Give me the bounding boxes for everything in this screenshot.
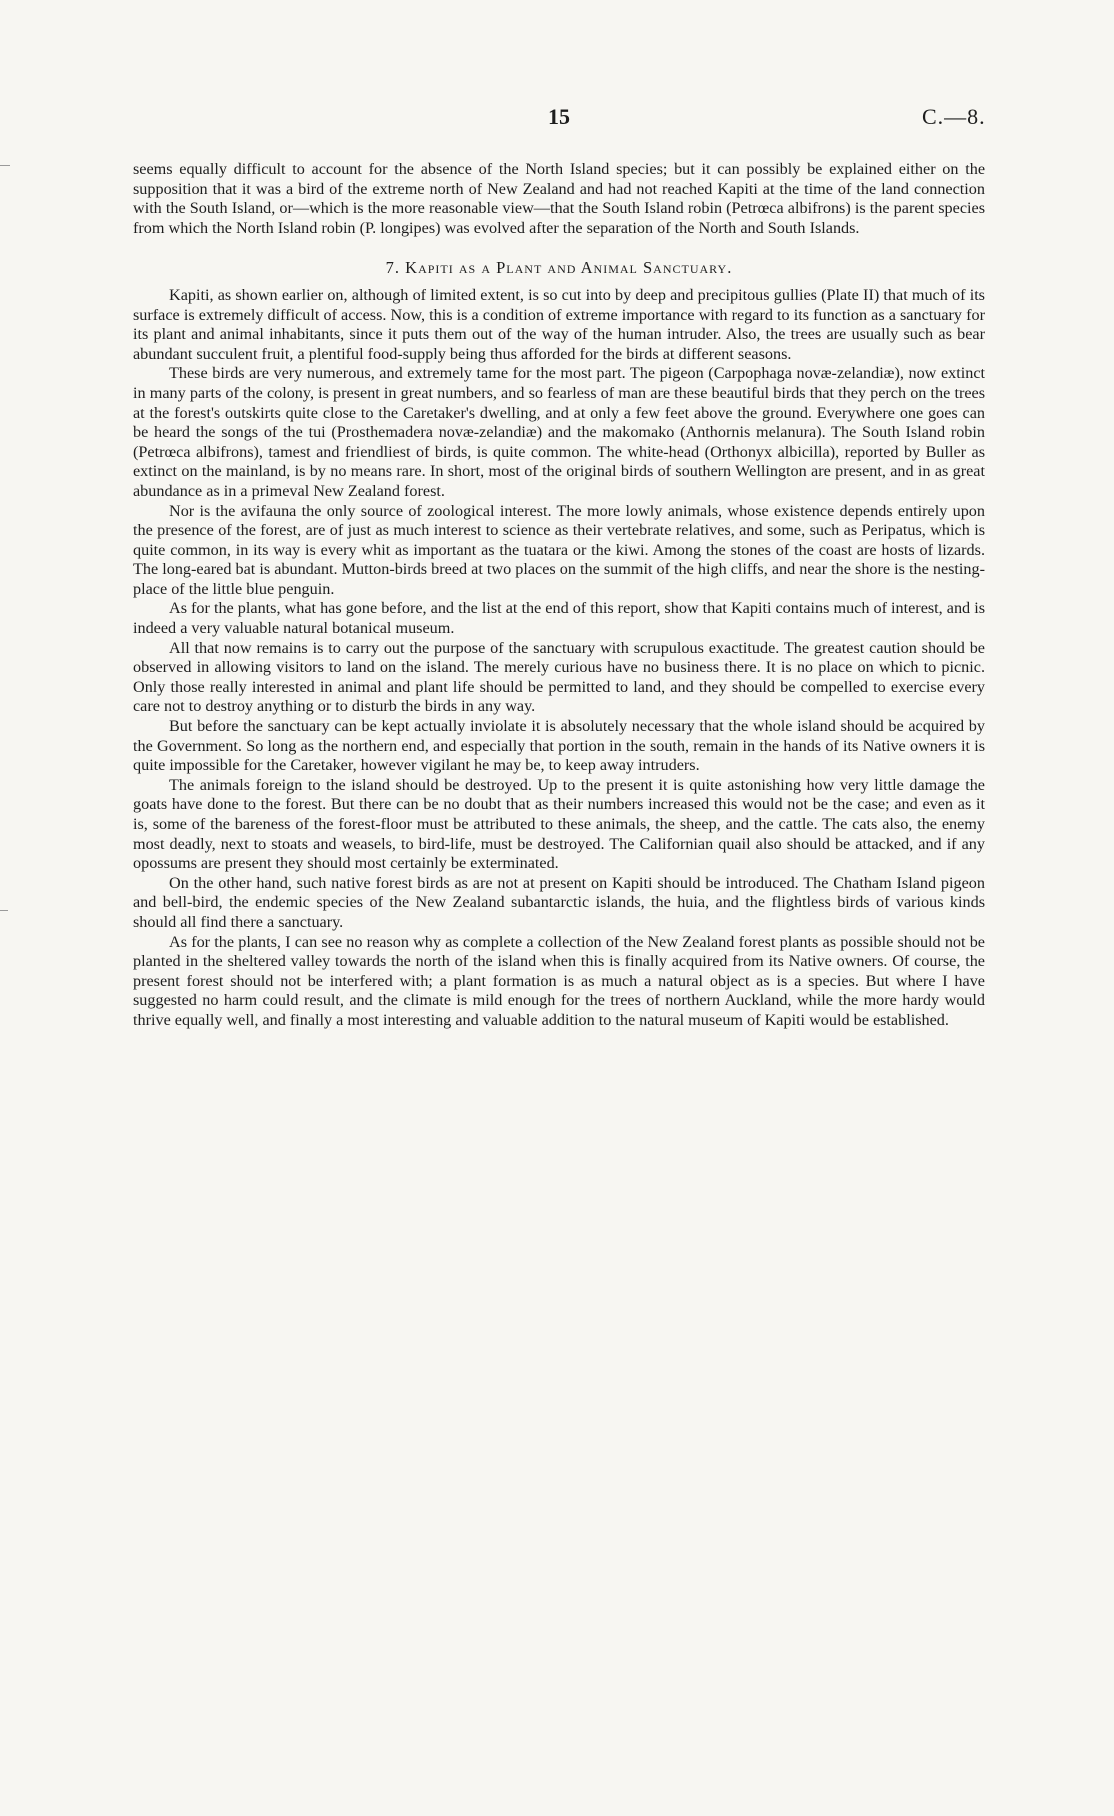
body-paragraph: Nor is the avifauna the only source of zoological interest. The more lowly animals, whose existence depends entirely upon the presence of the forest, are of just as much interest to science as their vertebrate relatives, and some, such as Peripatus, which is quite common, in its way is every whit as important as the tuatara or the kiwi. Among the stones of the coast are hosts of lizards. The long-eared bat is abundant. Mutton-birds breed at two places on the summit of the high cliffs, and near the shore is the nesting-place of the little blue penguin. — [133, 501, 985, 598]
body-paragraph: On the other hand, such native forest birds as are not at present on Kapiti should be introduced. The Chatham Island pigeon and bell-bird, the endemic species of the New Zealand subantarctic islands, the huia, and the flightless birds of various kinds should all find there a sanctuary. — [133, 873, 985, 931]
intro-paragraph: seems equally difficult to account for the absence of the North Island species; but it can possibly be explained either on the supposition that it was a bird of the extreme north of New Zealand and had not reached Kapiti at the time of the land connection with the South Island, or—which is the more reasonable view—that the South Island robin (Petrœca albifrons) is the parent species from which the North Island robin (P. longipes) was evolved after the separation of the North and South Islands. — [133, 160, 985, 237]
body-paragraph: The animals foreign to the island should be destroyed. Up to the present it is quite astonishing how very little damage the goats have done to the forest. But there can be no doubt that as their numbers increased this would not be the case; and even as it is, some of the bareness of the forest-floor must be attributed to these animals, the sheep, and the cattle. The cats also, the enemy most deadly, next to stoats and weasels, to bird-life, must be destroyed. The Californian quail also should be attacked, and if any opossums are present they should most certainly be exterminated. — [133, 775, 985, 873]
document-code: C.—8. — [922, 104, 986, 129]
section-heading: 7. Kapiti as a Plant and Animal Sanctuary. — [385, 258, 733, 278]
body-paragraph: All that now remains is to carry out the purpose of the sanctuary with scrupulous exactitude. The greatest caution should be observed in allowing visitors to land on the island. The merely curious have no business there. It is no place on which to picnic. Only those really interested in animal and plant life should be permitted to land, and they should be compelled to exercise every care not to destroy anything or to disturb the birds in any way. — [133, 638, 985, 716]
body-paragraph: As for the plants, I can see no reason why as complete a collection of the New Zealand forest plants as possible should not be planted in the sheltered valley towards the north of the island when this is finally acquired from its Native owners. Of course, the present forest should not be interfered with; a plant formation is as much a natural object as is a species. But where I have suggested no harm could result, and the climate is mild enough for the trees of northern Auckland, while the more hardy would thrive equally well, and finally a most interesting and valuable addition to the natural museum of Kapiti would be established. — [133, 932, 985, 1029]
left-margin-mark — [0, 165, 10, 166]
body-paragraph: These birds are very numerous, and extremely tame for the most part. The pigeon (Carpophaga novæ-zelandiæ), now extinct in many parts of the colony, is present in great numbers, and so fearless of man are these beautiful birds that they perch on the trees at the forest's outskirts quite close to the Caretaker's dwelling, and at only a few feet above the ground. Everywhere one goes can be heard the songs of the tui (Prosthemadera novæ-zelandiæ) and the makomako (Anthornis melanura). The South Island robin (Petrœca albifrons), tamest and friendliest of birds, is quite common. The white-head (Orthonyx albicilla), reported by Buller as extinct on the mainland, is by no means rare. In short, most of the original birds of southern Wellington are present, and in as great abundance as in a primeval New Zealand forest. — [133, 364, 985, 500]
body-paragraph: Kapiti, as shown earlier on, although of limited extent, is so cut into by deep and precipitous gullies (Plate II) that much of its surface is extremely difficult of access. Now, this is a condition of extreme importance with regard to its function as a sanctuary for its plant and animal inhabitants, since it puts them out of the way of the human intruder. Also, the trees are usually such as bear abundant succulent fruit, a plentiful food-supply being thus afforded for the birds at different seasons. — [133, 285, 985, 363]
left-margin-mark — [0, 910, 8, 911]
page-header — [0, 104, 1114, 144]
page-number: 15 — [548, 104, 570, 129]
body-paragraph: As for the plants, what has gone before, and the list at the end of this report, show that Kapiti contains much of interest, and is indeed a very valuable natural botanical museum. — [133, 599, 985, 638]
body-paragraph: But before the sanctuary can be kept actually inviolate it is absolutely necessary that the whole island should be acquired by the Government. So long as the northern end, and especially that portion in the south, remain in the hands of its Native owners it is quite impossible for the Caretaker, however vigilant he may be, to keep away intruders. — [133, 717, 985, 775]
document-body — [133, 160, 985, 1031]
